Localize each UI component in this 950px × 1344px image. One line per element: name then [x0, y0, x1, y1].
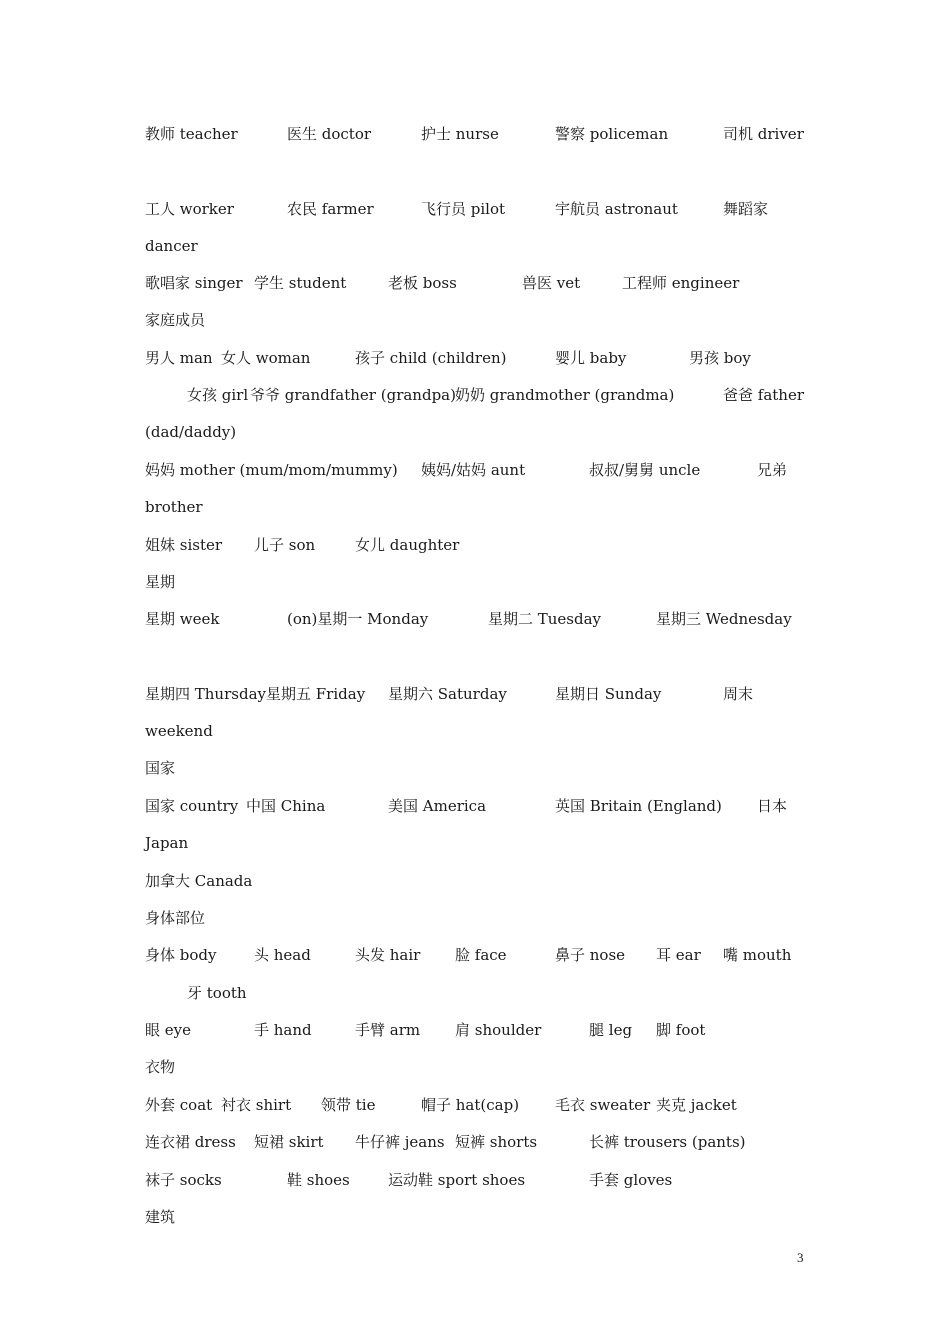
section-heading [0, 309, 950, 333]
section-heading [0, 1206, 950, 1230]
section-heading [0, 571, 950, 595]
vocab-item: 孩子 child (children) [355, 349, 507, 367]
vocab-item: 警察 policeman [555, 125, 669, 143]
text-line [0, 944, 950, 968]
vocab-item: 舞蹈家 [723, 200, 769, 218]
vocab-item: 男人 man [145, 349, 213, 367]
vocab-item: 歌唱家 singer [145, 274, 243, 292]
text-line [0, 496, 950, 520]
text-line [0, 683, 950, 707]
vocab-item: 短裙 skirt [254, 1133, 324, 1151]
vocab-item: 飞行员 pilot [421, 200, 506, 218]
vocab-item: 毛衣 sweater [555, 1096, 651, 1114]
vocab-item: 长裤 trousers (pants) [589, 1133, 746, 1151]
vocab-item: 身体 body [145, 946, 217, 964]
text-line [0, 123, 950, 147]
vocab-item: 儿子 son [254, 536, 316, 554]
vocab-item: dancer [145, 237, 198, 255]
vocab-item: 兽医 vet [522, 274, 581, 292]
vocab-item: 周末 [723, 685, 754, 703]
vocab-item: 嘴 mouth [723, 946, 792, 964]
vocab-item: 手 hand [254, 1021, 312, 1039]
text-line [0, 459, 950, 483]
vocab-item: 牙 tooth [187, 984, 247, 1002]
vocab-item: 爷爷 grandfather (grandpa) [250, 386, 456, 404]
vocab-item: 鞋 shoes [287, 1171, 350, 1189]
section-title: 星期 [145, 573, 176, 591]
vocab-item: 星期四 Thursday [145, 685, 266, 703]
vocab-item: 农民 farmer [287, 200, 374, 218]
vocab-item: 星期二 Tuesday [488, 610, 602, 628]
vocab-item: 中国 China [246, 797, 326, 815]
vocab-item: Japan [145, 834, 189, 852]
vocab-item: 女孩 girl [187, 386, 249, 404]
text-line [0, 870, 950, 894]
vocab-item: 护士 nurse [421, 125, 499, 143]
vocab-item: 眼 eye [145, 1021, 191, 1039]
vocab-item: 教师 teacher [145, 125, 238, 143]
vocab-item: 手臂 arm [355, 1021, 421, 1039]
vocab-item: 姐妹 sister [145, 536, 223, 554]
vocab-item: 加拿大 Canada [145, 872, 253, 890]
vocab-item: 星期三 Wednesday [656, 610, 792, 628]
text-line [0, 421, 950, 445]
text-line [0, 534, 950, 558]
section-title: 衣物 [145, 1058, 176, 1076]
vocab-item: 夹克 jacket [656, 1096, 737, 1114]
text-line [0, 235, 950, 259]
text-line [0, 384, 950, 408]
vocab-item: 领带 tie [321, 1096, 376, 1114]
section-title: 家庭成员 [145, 311, 206, 329]
vocab-item: 帽子 hat(cap) [421, 1096, 520, 1114]
text-line [0, 1131, 950, 1155]
vocab-item: 星期五 Friday [266, 685, 366, 703]
vocab-item: 脸 face [455, 946, 507, 964]
vocab-item: 头发 hair [355, 946, 421, 964]
vocab-item: 头 head [254, 946, 311, 964]
vocab-item: brother [145, 498, 203, 516]
vocab-item: 老板 boss [388, 274, 457, 292]
vocab-item: 兄弟 [757, 461, 788, 479]
vocab-item: 英国 Britain (England) [555, 797, 722, 815]
vocab-item: 女儿 daughter [355, 536, 460, 554]
section-title: 建筑 [145, 1208, 176, 1226]
section-title: 身体部位 [145, 909, 206, 927]
vocab-item: 腿 leg [589, 1021, 633, 1039]
text-line [0, 982, 950, 1006]
vocab-item: 学生 student [254, 274, 347, 292]
vocab-item: 手套 gloves [589, 1171, 673, 1189]
vocab-item: 日本 [757, 797, 788, 815]
vocab-item: 国家 country [145, 797, 239, 815]
vocab-item: 叔叔/舅舅 uncle [589, 461, 701, 479]
vocab-item: 星期六 Saturday [388, 685, 507, 703]
vocab-item: 牛仔裤 jeans [355, 1133, 445, 1151]
vocab-item: 女人 woman [221, 349, 311, 367]
vocab-item: 短裤 shorts [455, 1133, 538, 1151]
section-heading [0, 1056, 950, 1080]
vocab-item: 工程师 engineer [622, 274, 740, 292]
text-line [0, 720, 950, 744]
vocab-item: 婴儿 baby [555, 349, 627, 367]
text-line [0, 608, 950, 632]
vocab-item: (dad/daddy) [145, 423, 237, 441]
vocab-item: 男孩 boy [689, 349, 751, 367]
text-line [0, 1094, 950, 1118]
text-line [0, 795, 950, 819]
vocab-item: 司机 driver [723, 125, 804, 143]
text-line [0, 1169, 950, 1193]
vocab-item: 医生 doctor [287, 125, 372, 143]
page-number: 3 [797, 1250, 804, 1265]
vocab-item: 袜子 socks [145, 1171, 222, 1189]
vocab-item: 妈妈 mother (mum/mom/mummy) [145, 461, 398, 479]
vocab-item: 鼻子 nose [555, 946, 626, 964]
vocab-item: 工人 worker [145, 200, 234, 218]
text-line [0, 272, 950, 296]
vocab-item: 宇航员 astronaut [555, 200, 678, 218]
text-line [0, 198, 950, 222]
vocab-item: 脚 foot [656, 1021, 706, 1039]
vocab-item: 衬衣 shirt [221, 1096, 292, 1114]
text-line [0, 1019, 950, 1043]
section-heading [0, 757, 950, 781]
text-line [0, 347, 950, 371]
vocab-item: 连衣裙 dress [145, 1133, 236, 1151]
vocab-item: 外套 coat [145, 1096, 213, 1114]
vocab-item: 肩 shoulder [455, 1021, 542, 1039]
vocab-item: 美国 America [388, 797, 487, 815]
vocab-item: 爸爸 father [723, 386, 804, 404]
text-line [0, 832, 950, 856]
section-heading [0, 907, 950, 931]
vocab-item: 姨妈/姑妈 aunt [421, 461, 526, 479]
vocab-item: 星期日 Sunday [555, 685, 662, 703]
vocab-item: (on)星期一 Monday [287, 610, 429, 628]
section-title: 国家 [145, 759, 176, 777]
vocab-item: weekend [145, 722, 213, 740]
vocab-item: 运动鞋 sport shoes [388, 1171, 526, 1189]
vocab-item: 耳 ear [656, 946, 701, 964]
vocab-item: 奶奶 grandmother (grandma) [455, 386, 675, 404]
vocab-item: 星期 week [145, 610, 220, 628]
